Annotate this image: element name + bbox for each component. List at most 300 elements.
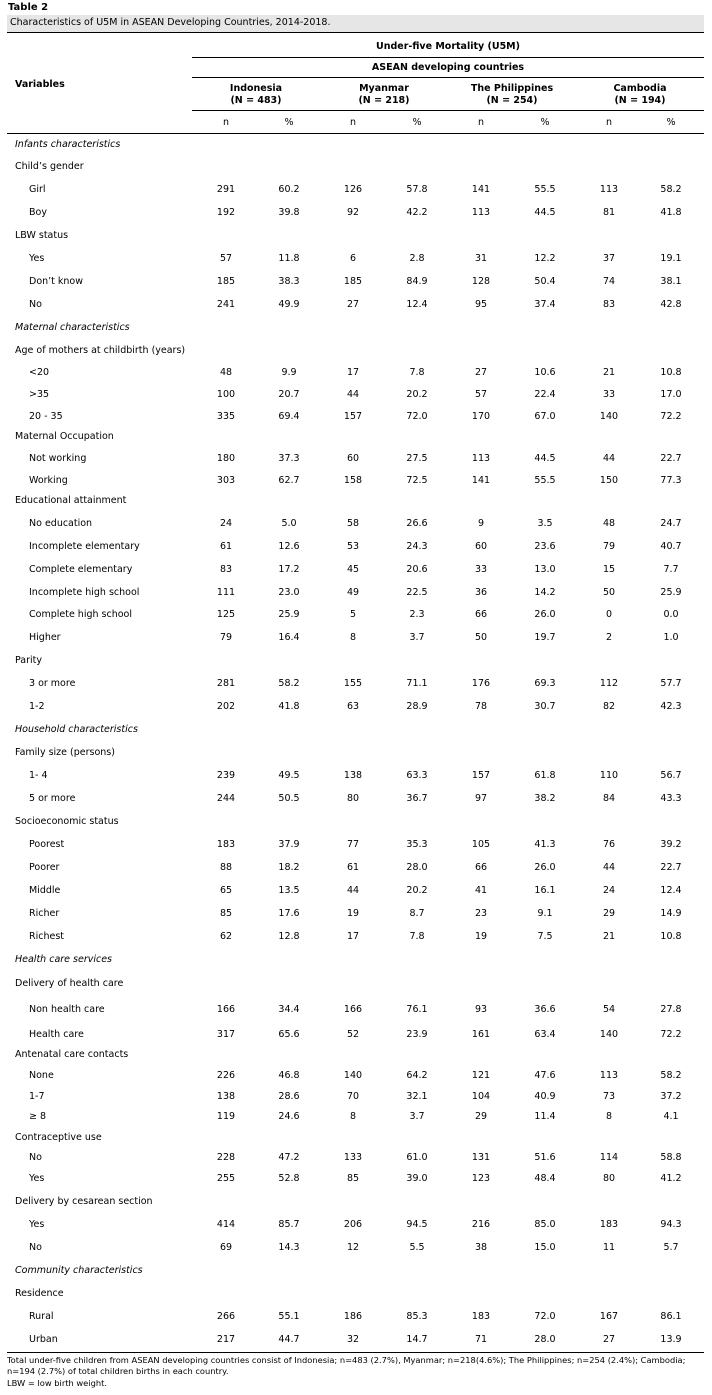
row-label: Urban [29,1334,58,1345]
cell-pct: 57.7 [660,678,682,689]
cell-pct: 42.3 [660,701,682,712]
cell-pct: 62.7 [278,475,300,486]
cell-pct: 23.6 [534,541,556,552]
cell-n: 79 [219,632,233,643]
cell-pct: 15.0 [534,1242,556,1253]
row-label: Working [29,475,68,486]
cell-n: 192 [216,207,236,218]
cell-n: 80 [602,1173,616,1184]
group-label: Residence [15,1288,64,1299]
cell-n: 97 [474,793,488,804]
cell-pct: 52.8 [278,1173,300,1184]
table-row [0,1070,712,1084]
cell-n: 202 [216,701,236,712]
cell-pct: 24.7 [660,518,682,529]
cell-pct: 76.1 [406,1004,428,1015]
cell-pct: 22.5 [406,587,428,598]
table-row [0,931,712,945]
cell-pct: 16.1 [534,885,556,896]
section-label: Community characteristics [15,1265,143,1276]
cell-pct: 72.5 [406,475,428,486]
header-bottom-rule [7,133,704,134]
cell-pct: 19.1 [660,253,682,264]
cell-pct: 16.4 [278,632,300,643]
cell-pct: 25.9 [660,587,682,598]
cell-pct: 67.0 [534,411,556,422]
cell-pct: 77.3 [660,475,682,486]
cell-n: 113 [599,184,619,195]
row-label: 1- 4 [29,770,48,781]
cell-pct: 86.1 [660,1311,682,1322]
country-name: Indonesia [229,83,283,94]
cell-pct: 72.2 [660,411,682,422]
cell-n: 100 [216,389,236,400]
cell-n: 66 [474,609,488,620]
cell-n: 84 [602,793,616,804]
row-label: Don’t know [29,276,84,287]
row-label: 20 - 35 [29,411,63,422]
group-heading-row [0,431,712,445]
cell-n: 239 [216,770,236,781]
cell-pct: 10.8 [660,367,682,378]
cell-pct: 85.7 [278,1219,300,1230]
row-label: Richest [29,931,65,942]
cell-n: 27 [346,299,360,310]
cell-pct: 12.4 [406,299,428,310]
row-label: Incomplete elementary [29,541,140,552]
col-pct-header: % [412,117,422,128]
table-row [0,587,712,601]
cell-pct: 58.2 [660,1070,682,1081]
cell-n: 8 [605,1111,613,1122]
cell-n: 226 [216,1070,236,1081]
cell-pct: 36.7 [406,793,428,804]
table-row [0,701,712,715]
section-label: Infants characteristics [15,139,121,150]
cell-pct: 5.0 [281,518,297,529]
group-label: Delivery by cesarean section [15,1196,153,1207]
cell-pct: 56.7 [660,770,682,781]
cell-pct: 40.9 [534,1091,556,1102]
row-label: 1-2 [29,701,45,712]
table-row [0,411,712,425]
cell-n: 157 [343,411,363,422]
country-n: (N = 254) [486,95,538,106]
country-header-indonesia [192,83,320,107]
cell-n: 105 [471,839,491,850]
cell-pct: 65.6 [278,1029,300,1040]
table-row [0,862,712,876]
cell-pct: 60.2 [278,184,300,195]
cell-n: 19 [474,931,488,942]
cell-n: 57 [219,253,233,264]
group-heading-row [0,1049,712,1063]
group-label: Educational attainment [15,495,127,506]
cell-pct: 11.8 [278,253,300,264]
cell-pct: 94.5 [406,1219,428,1230]
cell-n: 183 [471,1311,491,1322]
cell-pct: 1.0 [663,632,679,643]
group-label: Antenatal care contacts [15,1049,129,1060]
table-row [0,1242,712,1256]
cell-n: 123 [471,1173,491,1184]
cell-n: 166 [216,1004,236,1015]
cell-pct: 35.3 [406,839,428,850]
group-heading-row [0,1196,712,1210]
footnote-lbw: LBW = low birth weight. [7,1378,107,1388]
cell-pct: 50.5 [278,793,300,804]
cell-pct: 28.6 [278,1091,300,1102]
cell-pct: 28.0 [534,1334,556,1345]
table-row [0,1152,712,1166]
cell-n: 131 [471,1152,491,1163]
cell-pct: 41.8 [278,701,300,712]
cell-n: 36 [474,587,488,598]
cell-pct: 58.8 [660,1152,682,1163]
cell-pct: 55.5 [534,184,556,195]
group-heading-row [0,655,712,669]
cell-pct: 46.8 [278,1070,300,1081]
cell-n: 180 [216,453,236,464]
cell-n: 5 [349,609,357,620]
cell-n: 73 [602,1091,616,1102]
row-label: Yes [29,1219,45,1230]
cell-pct: 27.8 [660,1004,682,1015]
cell-n: 60 [474,541,488,552]
row-label: No [29,299,42,310]
cell-n: 17 [346,931,360,942]
cell-pct: 55.1 [278,1311,300,1322]
cell-n: 2 [605,632,613,643]
cell-pct: 49.5 [278,770,300,781]
row-label: 3 or more [29,678,76,689]
row-label: ≥ 8 [29,1111,47,1122]
cell-pct: 50.4 [534,276,556,287]
cell-n: 80 [346,793,360,804]
group-heading-row [0,747,712,761]
cell-pct: 10.6 [534,367,556,378]
table-row [0,541,712,555]
cell-pct: 12.2 [534,253,556,264]
cell-n: 216 [471,1219,491,1230]
row-label: 5 or more [29,793,76,804]
cell-n: 166 [343,1004,363,1015]
cell-pct: 18.2 [278,862,300,873]
cell-pct: 8.7 [409,908,425,919]
cell-pct: 24.3 [406,541,428,552]
cell-n: 48 [602,518,616,529]
cell-n: 158 [343,475,363,486]
cell-n: 241 [216,299,236,310]
cell-n: 185 [343,276,363,287]
cell-n: 266 [216,1311,236,1322]
cell-pct: 71.1 [406,678,428,689]
cell-pct: 19.7 [534,632,556,643]
group-heading-row [0,816,712,830]
section-label: Maternal characteristics [15,322,130,333]
cell-n: 8 [349,632,357,643]
cell-n: 15 [602,564,616,575]
cell-pct: 44.5 [534,207,556,218]
cell-pct: 14.7 [406,1334,428,1345]
cell-pct: 39.0 [406,1173,428,1184]
row-label: Complete high school [29,609,132,620]
cell-n: 155 [343,678,363,689]
country-header-myanmar [320,83,448,107]
cell-n: 49 [346,587,360,598]
col-n-header: n [605,117,613,128]
cell-pct: 85.0 [534,1219,556,1230]
group-label: Family size (persons) [15,747,115,758]
cell-pct: 13.9 [660,1334,682,1345]
cell-n: 45 [346,564,360,575]
table-row [0,1029,712,1043]
row-label: Not working [29,453,87,464]
cell-pct: 37.4 [534,299,556,310]
row-label: Yes [29,253,45,264]
cell-pct: 14.2 [534,587,556,598]
cell-pct: 69.3 [534,678,556,689]
header-top-rule [7,32,704,33]
cell-pct: 44.7 [278,1334,300,1345]
cell-pct: 30.7 [534,701,556,712]
cell-pct: 72.0 [534,1311,556,1322]
group-heading-row [0,495,712,509]
cell-pct: 47.6 [534,1070,556,1081]
col-n-header: n [222,117,230,128]
cell-pct: 20.2 [406,389,428,400]
section-label: Health care services [15,954,113,965]
table-row [0,1111,712,1125]
cell-n: 244 [216,793,236,804]
cell-pct: 72.2 [660,1029,682,1040]
asean-header: ASEAN developing countries [371,62,525,73]
cell-n: 112 [599,678,619,689]
cell-n: 65 [219,885,233,896]
cell-pct: 13.0 [534,564,556,575]
cell-pct: 41.8 [660,207,682,218]
cell-pct: 39.8 [278,207,300,218]
cell-n: 33 [602,389,616,400]
section-heading-row [0,139,712,153]
group-heading-row [0,230,712,244]
cell-pct: 20.2 [406,885,428,896]
cell-n: 79 [602,541,616,552]
cell-n: 157 [471,770,491,781]
cell-pct: 41.3 [534,839,556,850]
cell-n: 70 [346,1091,360,1102]
cell-n: 121 [471,1070,491,1081]
cell-pct: 38.1 [660,276,682,287]
table-row [0,389,712,403]
footnote-total: Total under-five children from ASEAN developing countries consist of Indonesia; n=483 (2.7%), Myanmar; n=218(4.6%); The Philippines; n=254 (2.4%); Cambodia; n=194 (2.7%) of total children births in each country. [7,1355,686,1376]
section-heading-row [0,954,712,968]
cell-pct: 58.2 [660,184,682,195]
cell-pct: 2.8 [409,253,425,264]
cell-n: 93 [474,1004,488,1015]
cell-pct: 48.4 [534,1173,556,1184]
cell-n: 150 [599,475,619,486]
cell-n: 88 [219,862,233,873]
table-row [0,253,712,267]
table-row [0,453,712,467]
cell-pct: 5.7 [663,1242,679,1253]
table-row [0,475,712,489]
cell-n: 170 [471,411,491,422]
col-pct-header: % [284,117,294,128]
table-row [0,1091,712,1105]
cell-pct: 3.5 [537,518,553,529]
cell-n: 281 [216,678,236,689]
row-label: Boy [29,207,47,218]
u5m-header: Under-five Mortality (U5M) [376,41,520,52]
cell-n: 24 [602,885,616,896]
cell-pct: 17.0 [660,389,682,400]
group-label: Contraceptive use [15,1132,102,1143]
group-heading-row [0,1288,712,1302]
cell-n: 83 [602,299,616,310]
col-pct-header: % [540,117,550,128]
cell-pct: 63.4 [534,1029,556,1040]
cell-pct: 3.7 [409,1111,425,1122]
cell-pct: 32.1 [406,1091,428,1102]
cell-pct: 43.3 [660,793,682,804]
table-row [0,1173,712,1187]
country-name: Myanmar [359,83,409,94]
cell-n: 32 [346,1334,360,1345]
row-label: Complete elementary [29,564,133,575]
cell-n: 27 [474,367,488,378]
table-row [0,885,712,899]
cell-n: 53 [346,541,360,552]
cell-n: 44 [602,862,616,873]
row-label: Health care [29,1029,84,1040]
cell-pct: 4.1 [663,1111,679,1122]
cell-pct: 17.6 [278,908,300,919]
cell-pct: 2.3 [409,609,425,620]
cell-n: 161 [471,1029,491,1040]
row-label: No [29,1242,42,1253]
country-n: (N = 483) [230,95,282,106]
cell-pct: 42.2 [406,207,428,218]
cell-n: 83 [219,564,233,575]
cell-n: 74 [602,276,616,287]
cell-n: 29 [474,1111,488,1122]
table-row [0,207,712,221]
cell-pct: 24.6 [278,1111,300,1122]
cell-pct: 39.2 [660,839,682,850]
table-row [0,609,712,623]
country-name: The Philippines [470,83,554,94]
cell-pct: 23.9 [406,1029,428,1040]
cell-n: 60 [346,453,360,464]
cell-pct: 42.8 [660,299,682,310]
cell-n: 138 [343,770,363,781]
cell-pct: 22.4 [534,389,556,400]
cell-n: 82 [602,701,616,712]
cell-pct: 5.5 [409,1242,425,1253]
cell-pct: 57.8 [406,184,428,195]
cell-n: 92 [346,207,360,218]
cell-n: 38 [474,1242,488,1253]
table-row [0,184,712,198]
table-label: Table 2 [8,2,49,13]
cell-pct: 22.7 [660,862,682,873]
row-label: Rural [29,1311,54,1322]
row-label: Poorest [29,839,65,850]
cell-pct: 84.9 [406,276,428,287]
cell-n: 113 [599,1070,619,1081]
cell-n: 110 [599,770,619,781]
cell-n: 6 [349,253,357,264]
row-label: Incomplete high school [29,587,140,598]
cell-n: 185 [216,276,236,287]
cell-n: 52 [346,1029,360,1040]
cell-pct: 23.0 [278,587,300,598]
group-label: Socioeconomic status [15,816,119,827]
cell-n: 114 [599,1152,619,1163]
country-header-philippines [448,83,576,107]
cell-n: 69 [219,1242,233,1253]
table-row [0,770,712,784]
row-label: >35 [29,389,50,400]
cell-pct: 69.4 [278,411,300,422]
cell-pct: 55.5 [534,475,556,486]
section-heading-row [0,724,712,738]
header-rule-u5m [192,57,704,58]
col-pct-header: % [666,117,676,128]
cell-pct: 26.6 [406,518,428,529]
header-rule-countries [192,110,704,111]
table-row [0,1311,712,1325]
cell-n: 186 [343,1311,363,1322]
cell-pct: 7.8 [409,931,425,942]
cell-n: 138 [216,1091,236,1102]
table-bottom-rule [7,1352,704,1353]
cell-n: 48 [219,367,233,378]
group-label: Delivery of health care [15,978,124,989]
cell-pct: 20.7 [278,389,300,400]
table-row [0,276,712,290]
cell-n: 33 [474,564,488,575]
cell-n: 128 [471,276,491,287]
cell-n: 41 [474,885,488,896]
cell-n: 85 [346,1173,360,1184]
group-label: Child’s gender [15,161,84,172]
cell-pct: 49.9 [278,299,300,310]
cell-n: 11 [602,1242,616,1253]
table-row [0,367,712,381]
cell-pct: 11.4 [534,1111,556,1122]
cell-pct: 34.4 [278,1004,300,1015]
cell-n: 78 [474,701,488,712]
cell-n: 255 [216,1173,236,1184]
cell-pct: 3.7 [409,632,425,643]
country-name: Cambodia [613,83,667,94]
country-header-cambodia [576,83,704,107]
group-heading-row [0,978,712,992]
table-caption: Characteristics of U5M in ASEAN Developing Countries, 2014-2018. [10,17,331,28]
cell-n: 119 [216,1111,236,1122]
cell-n: 141 [471,184,491,195]
cell-pct: 61.0 [406,1152,428,1163]
cell-pct: 61.8 [534,770,556,781]
cell-n: 44 [346,885,360,896]
table-row [0,564,712,578]
cell-pct: 7.7 [663,564,679,575]
cell-n: 140 [599,1029,619,1040]
section-heading-row [0,1265,712,1279]
